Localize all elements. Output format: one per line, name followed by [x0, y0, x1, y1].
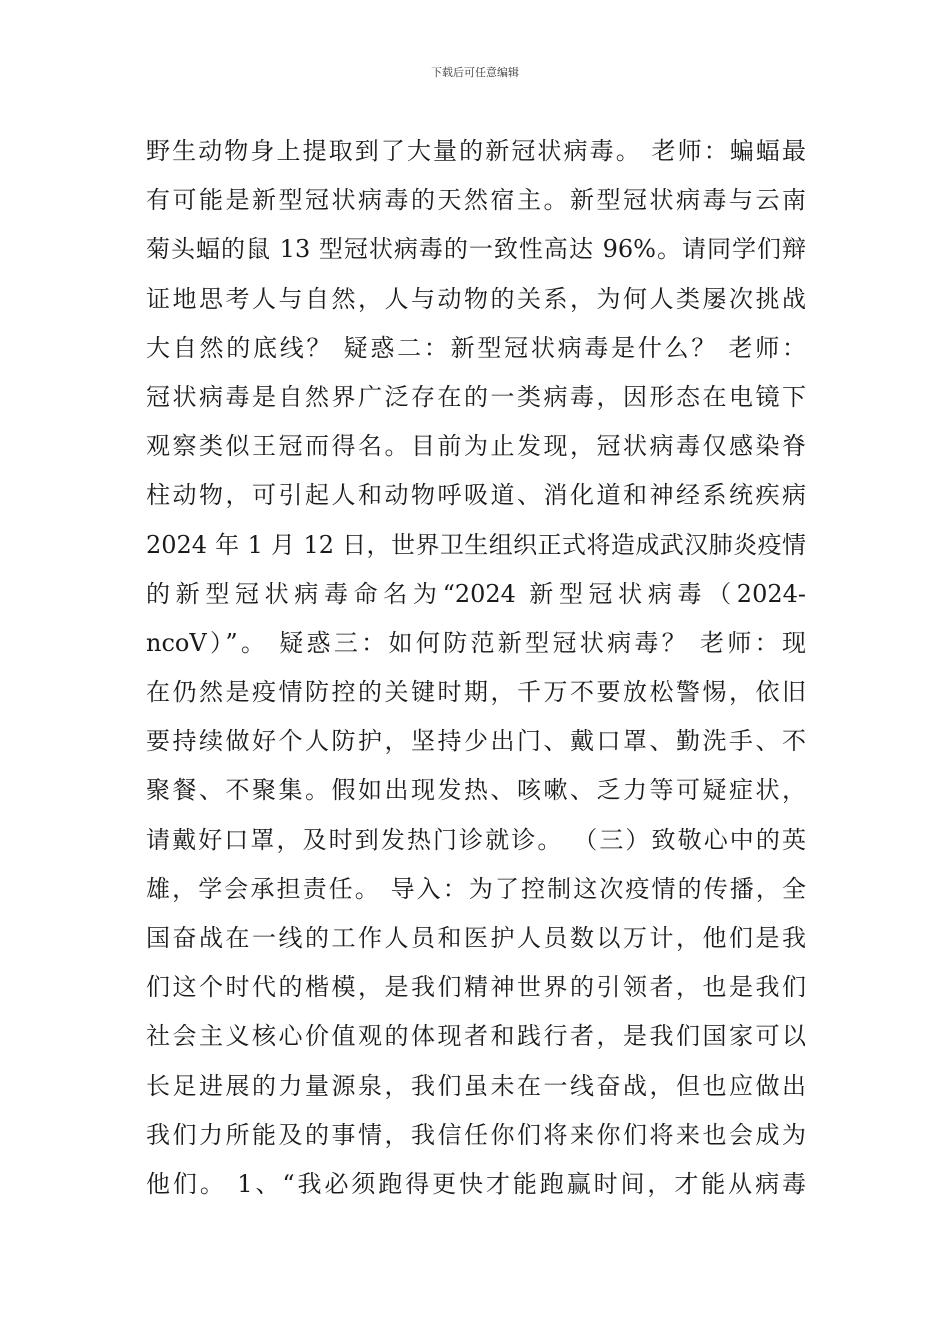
- text-line: 证地思考人与自然，人与动物的关系，为何人类屡次挑战: [146, 284, 806, 313]
- text-line: 2024 年 1 月 12 日，世界卫生组织正式将造成武汉肺炎疫情: [146, 530, 806, 559]
- text-line: 野生动物身上提取到了大量的新冠状病毒。 老师：蝙蝠最: [146, 137, 806, 165]
- text-line: 有可能是新型冠状病毒的天然宿主。新型冠状病毒与云南: [146, 186, 806, 215]
- text-line: 菊头蝠的鼠 13 型冠状病毒的一致性高达 96%。请同学们辩: [146, 235, 806, 264]
- text-line: 国奋战在一线的工作人员和医护人员数以万计，他们是我: [146, 924, 806, 952]
- text-line: 他们。 1、“我必须跑得更快才能跑赢时间，才能从病毒: [146, 1169, 806, 1198]
- text-line: 的新型冠状病毒命名为“2024 新型冠状病毒（2024-: [146, 579, 806, 608]
- text-line: 在仍然是疫情防控的关键时期，千万不要放松警惕，依旧: [146, 678, 806, 707]
- text-line: 大自然的底线？ 疑惑二：新型冠状病毒是什么？ 老师：: [146, 333, 806, 362]
- text-line: 柱动物，可引起人和动物呼吸道、消化道和神经系统疾病: [146, 481, 806, 510]
- text-line: 冠状病毒是自然界广泛存在的一类病毒，因形态在电镜下: [146, 382, 806, 411]
- text-line: 我们力所能及的事情，我信任你们将来你们将来也会成为: [146, 1120, 806, 1149]
- text-line: 们这个时代的楷模，是我们精神世界的引领者，也是我们: [146, 973, 806, 1002]
- text-line: 要持续做好个人防护，坚持少出门、戴口罩、勤洗手、不: [146, 727, 806, 756]
- text-line: 社会主义核心价值观的体现者和践行者，是我们国家可以: [146, 1022, 806, 1051]
- text-line: 雄，学会承担责任。 导入：为了控制这次疫情的传播，全: [146, 874, 806, 903]
- text-line: 观察类似王冠而得名。目前为止发现，冠状病毒仅感染脊: [146, 432, 806, 461]
- text-line: ncoV）”。 疑惑三：如何防范新型冠状病毒？ 老师：现: [146, 628, 806, 657]
- text-line: 聚餐、不聚集。假如出现发热、咳嗽、乏力等可疑症状，: [146, 776, 806, 805]
- text-line: 请戴好口罩，及时到发热门诊就诊。 （三）致敬心中的英: [146, 825, 806, 854]
- page-header: 下载后可任意编辑: [431, 66, 519, 79]
- document-body: [146, 127, 806, 1209]
- text-line: 长足进展的力量源泉，我们虽未在一线奋战，但也应做出: [146, 1071, 806, 1100]
